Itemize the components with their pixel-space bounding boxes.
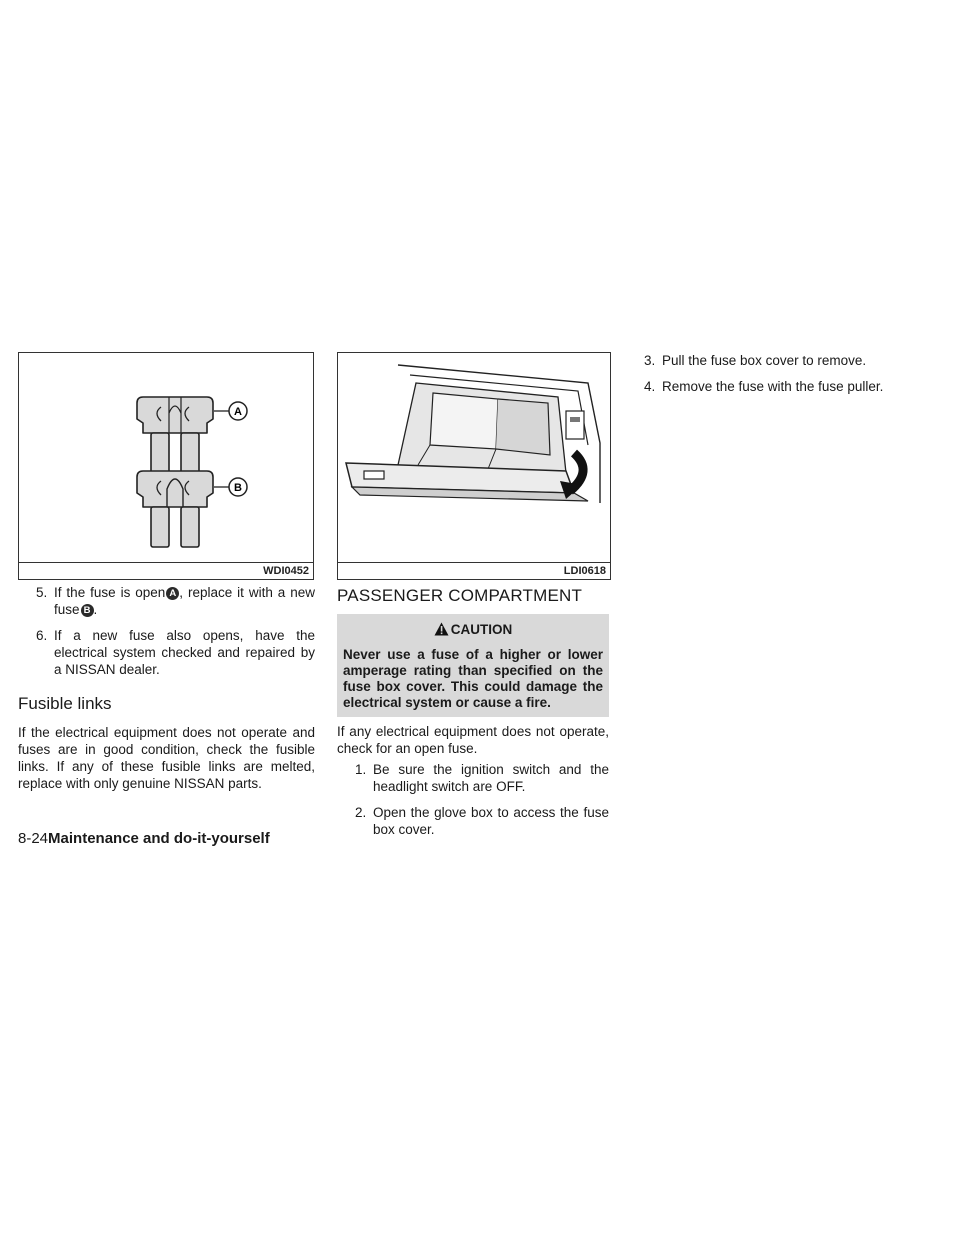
- marker-a: A: [166, 587, 179, 600]
- figure-code: WDI0452: [263, 565, 309, 577]
- step-text: Remove the fuse with the fuse puller.: [662, 379, 884, 394]
- step-text: If the fuse is open: [54, 585, 166, 600]
- label-a: A: [234, 406, 242, 418]
- fuse-steps-list: [18, 584, 315, 678]
- step-text: Be sure the ignition switch and the headlight switch are OFF.: [373, 762, 609, 794]
- warning-icon: [434, 622, 449, 639]
- step-text: .: [93, 602, 98, 617]
- page-footer: [18, 830, 270, 847]
- step-number: 6.: [36, 628, 48, 643]
- step-number: 5.: [36, 585, 48, 600]
- step-text: Open the glove box to access the fuse box cover.: [373, 805, 609, 837]
- glove-box-figure: [337, 352, 611, 580]
- step-number: 2.: [355, 805, 367, 820]
- caution-title: [343, 622, 603, 639]
- step-3: [626, 352, 916, 369]
- intro-paragraph: If any electrical equipment does not operate, check for an open fuse.: [337, 724, 609, 756]
- fusible-links-paragraph: If the electrical equipment does not operate and fuses are in good condition, check the fusible links. If any of these fusible links are melted, replace with only genuine NISSAN parts.: [18, 725, 315, 791]
- step-number: 4.: [644, 379, 656, 394]
- step-1: [337, 761, 609, 795]
- caution-label: CAUTION: [450, 622, 513, 637]
- step-number: 1.: [355, 762, 367, 777]
- fusible-links-heading: Fusible links: [18, 694, 112, 713]
- removal-steps-list: [626, 352, 916, 395]
- glove-box-illustration: [338, 353, 610, 579]
- step-5: [18, 584, 315, 618]
- marker-b: B: [81, 604, 94, 617]
- step-text: , replace it with a new fuse: [54, 585, 316, 617]
- chapter-title: Maintenance and do-it-yourself: [48, 830, 270, 847]
- passenger-compartment-heading: PASSENGER COMPARTMENT: [337, 586, 583, 605]
- fuse-figure: [18, 352, 314, 580]
- step-4: [626, 378, 916, 395]
- compartment-steps-list: [337, 761, 609, 838]
- page-number: 8-24: [18, 830, 49, 847]
- figure-code: LDI0618: [563, 565, 606, 577]
- label-b: B: [234, 482, 242, 494]
- left-column: [18, 352, 315, 792]
- step-6: [18, 627, 315, 678]
- step-number: 3.: [644, 353, 656, 368]
- caution-box: [337, 614, 609, 717]
- caution-text: Never use a fuse of a higher or lower amperage rating than specified on the fuse box cover. This could damage the electrical system or cause a fire.: [343, 647, 603, 710]
- step-2: [337, 804, 609, 838]
- step-text: If a new fuse also opens, have the electrical system checked and repaired by a NISSAN dealer.: [54, 628, 315, 677]
- right-column: [626, 352, 916, 404]
- step-text: Pull the fuse box cover to remove.: [662, 353, 867, 368]
- fuse-illustration: [19, 353, 313, 579]
- middle-column: [337, 352, 609, 847]
